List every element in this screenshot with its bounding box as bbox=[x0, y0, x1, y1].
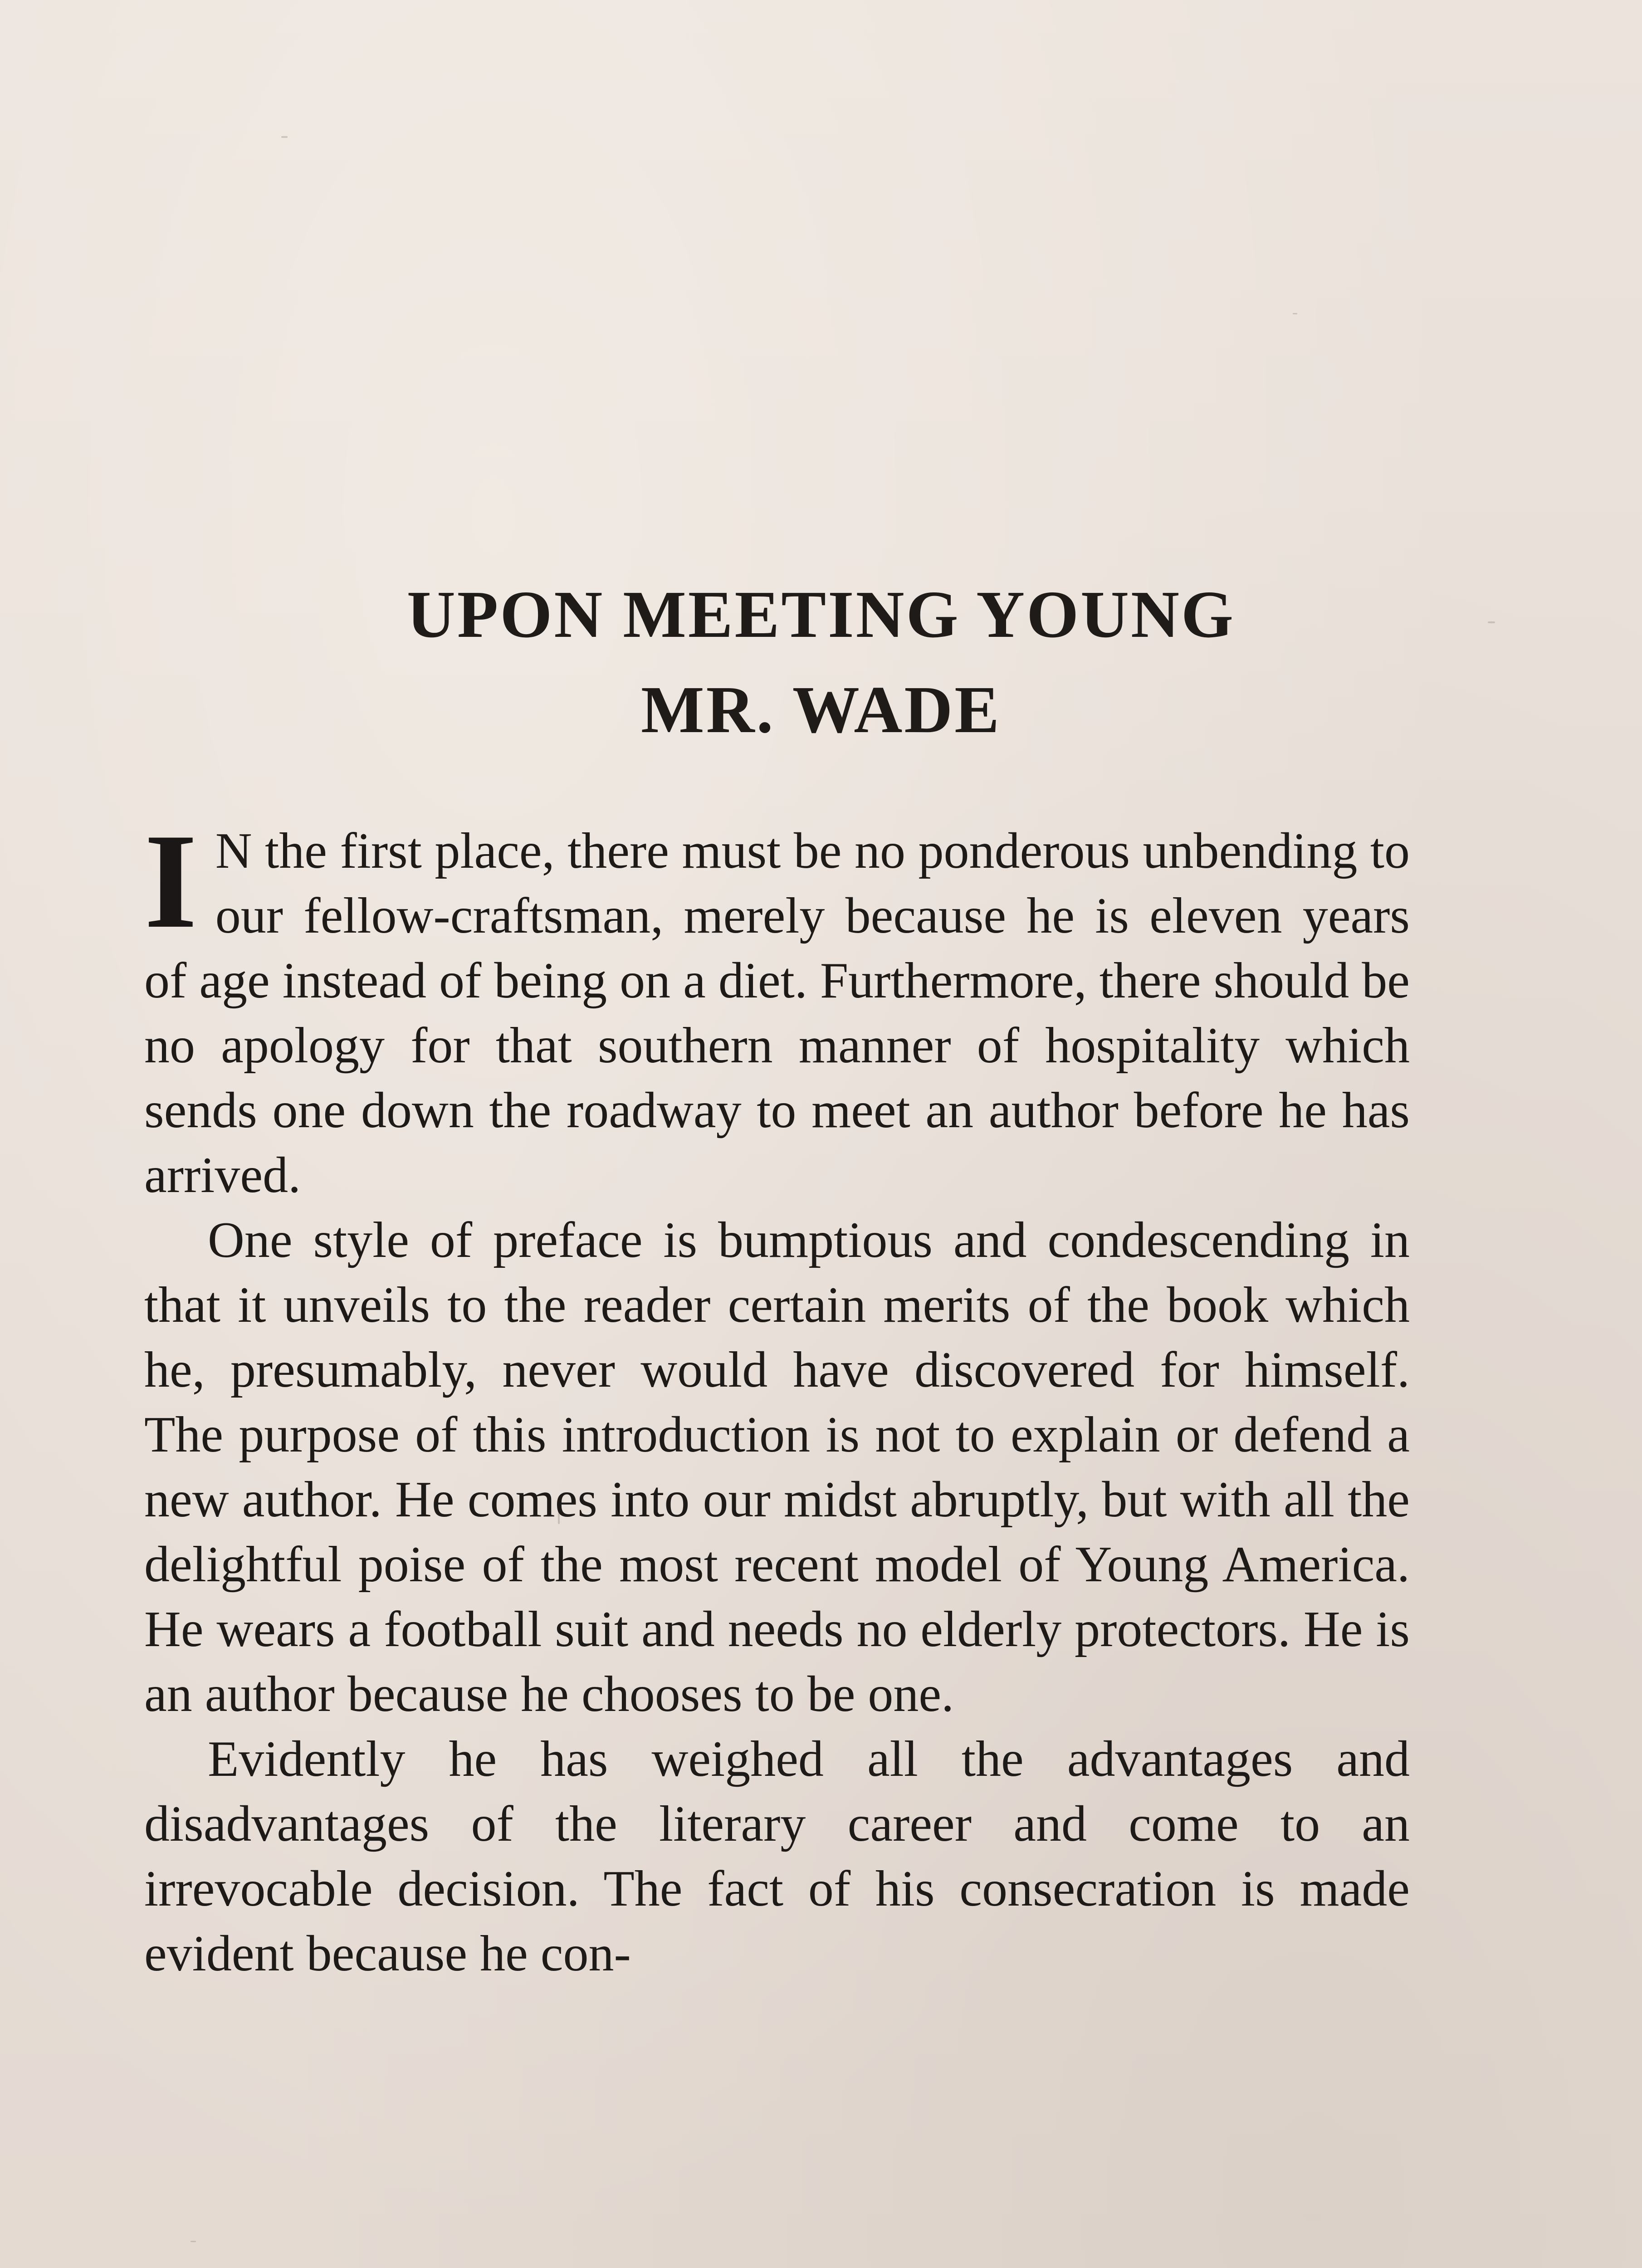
drop-cap: I bbox=[144, 806, 197, 956]
paragraph-1 bbox=[144, 806, 1410, 1208]
paper-fleck bbox=[281, 136, 288, 138]
paper-fleck bbox=[191, 2241, 196, 2242]
chapter-title-line-2: MR. WADE bbox=[641, 673, 1001, 747]
chapter-title-line-1: UPON MEETING YOUNG bbox=[406, 577, 1236, 652]
paper-fleck bbox=[1293, 313, 1297, 314]
body-text bbox=[144, 806, 1410, 1986]
paragraph-3: Evidently he has weighed all the advantages and disadvantages of the literary career and come to an irrevocable decision. The fact of his consecration is made evident because he con- bbox=[144, 1731, 1410, 1982]
paragraph-1-text: N the first place, there must be no ponderous unbending to our fellow-craftsman, merely because he is eleven years of age instead of being on a diet. Furthermore, there should be no apology for that southern manner of hospitality which sends one down the roadway to meet an author before he has arrived. bbox=[144, 823, 1410, 1203]
paragraph-2: One style of preface is bumptious and condescending in that it unveils to the reader certain merits of the book which he, presumably, never would have discovered for himself. The purpose of this introduction is not to explain or defend a new author. He comes into our midst abruptly, but with all the delightful poise of the most recent model of Young America. He wears a football suit and needs no elderly protectors. He is an author because he chooses to be one. bbox=[144, 1212, 1410, 1722]
